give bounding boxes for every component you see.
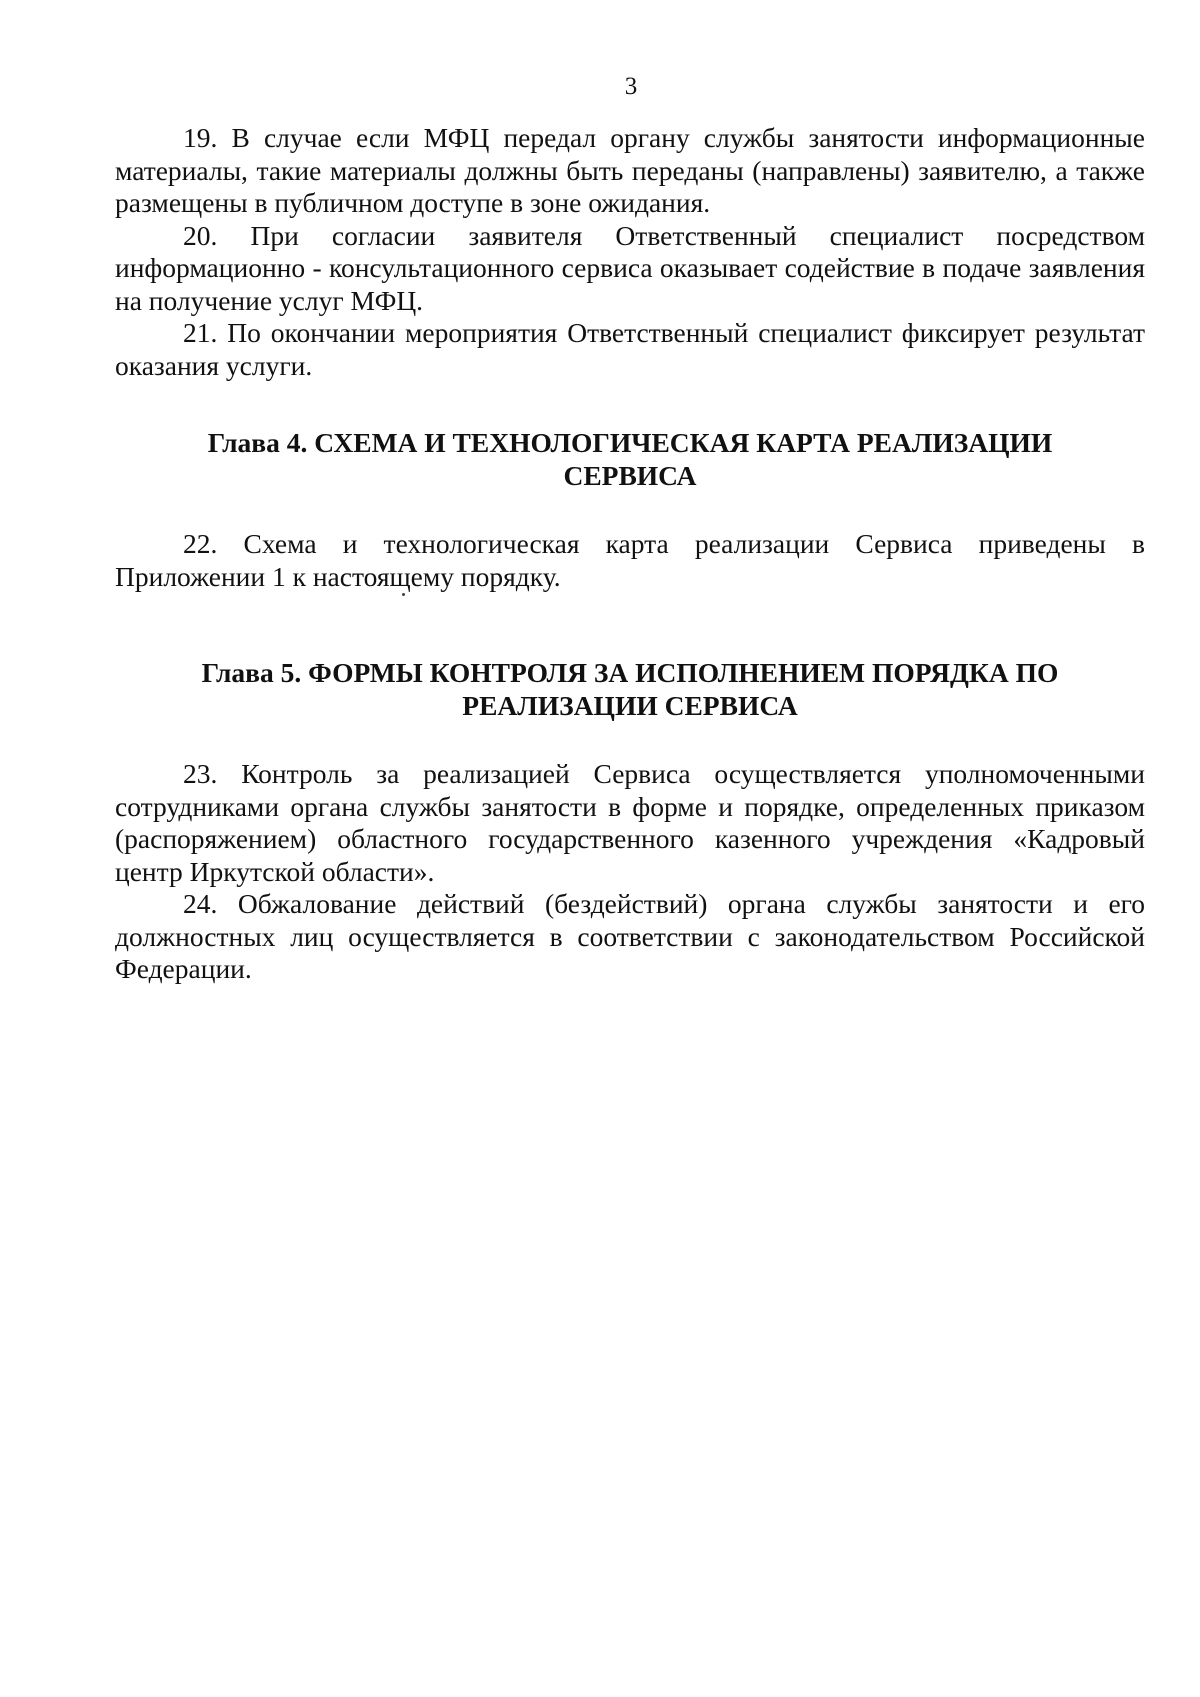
scan-speck [402, 593, 405, 596]
paragraph-24: 24. Обжалование действий (бездействий) органа службы занятости и его должностных лиц осуществляется в соответствии с законодательством Российской Федерации. [115, 888, 1145, 984]
chapter-5-heading-line-1: Глава 5. ФОРМЫ КОНТРОЛЯ ЗА ИСПОЛНЕНИЕМ ПОРЯДКА ПО [201, 657, 1059, 688]
page-number: 3 [624, 73, 638, 100]
chapter-4-heading-line-2: СЕРВИСА [563, 459, 697, 491]
chapter-4-heading [115, 427, 1145, 492]
chapter-5-heading [115, 657, 1145, 722]
paragraph-19: 19. В случае если МФЦ передал органу службы занятости информационные материалы, такие материалы должны быть переданы (направлены) заявителю, а также размещены в публичном доступе в зоне ожидания. [115, 122, 1145, 218]
chapter-4-heading-line-1: Глава 4. СХЕМА И ТЕХНОЛОГИЧЕСКАЯ КАРТА РЕАЛИЗАЦИИ [207, 427, 1053, 458]
paragraph-22: 22. Схема и технологическая карта реализации Сервиса приведены в Приложении 1 к настоящему порядку. [115, 528, 1145, 592]
paragraph-23: 23. Контроль за реализацией Сервиса осуществляется уполномоченными сотрудниками органа службы занятости в форме и порядке, определенных приказом (распоряжением) областного государственного казенного учреждения «Кадровый центр Иркутской области». [115, 758, 1145, 887]
paragraph-20: 20. При согласии заявителя Ответственный специалист посредством информационно - консультационного сервиса оказывает содействие в подаче заявления на получение услуг МФЦ. [115, 219, 1145, 316]
paragraph-21: 21. По окончании мероприятия Ответственный специалист фиксирует результат оказания услуги. [115, 317, 1145, 381]
document-body [115, 122, 1145, 986]
chapter-5-heading-line-2: РЕАЛИЗАЦИИ СЕРВИСА [462, 689, 798, 721]
